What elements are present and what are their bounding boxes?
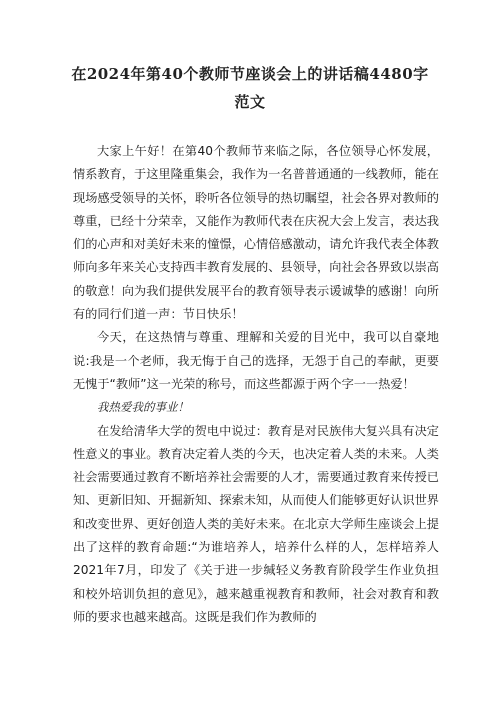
paragraph-pride: 今天，在这热情与尊重、理解和关爱的目光中，我可以自豪地说:我是一个老师，我无悔于自己的选择，无怨于自己的奉献，更要无愧于“教师”这一光荣的称号，而这些都源于两个字一一热爱！ bbox=[73, 330, 439, 391]
document-title-line2: 范文 bbox=[234, 93, 266, 111]
section-heading: 我热爱我的事业！ bbox=[97, 400, 189, 415]
document-title-line1: 在2024年第40个教师节座谈会上的讲话稿4480字 bbox=[71, 65, 429, 83]
paragraph-greeting: 大家上午好！在第40个教师节来临之际，各位领导心怀发展，情系教育，于这里隆重集会，我作为一名普普通通的一线教师，能在现场感受领导的关怀，聆听各位领导的热切瞩望，社会各界对教师的尊重，已经十分荣幸，又能作为教师代表在庆祝大会上发言，表达我们的心声和对美好未来的憧憬，心情倍感激动，请允许我代表全体教师向多年来关心支持西丰教育发展的、县领导，向社会各界致以崇高的敬意！向为我们提供发展平台的教育领导表示谖诚挚的感谢！向所有的同行们道一声：节日快乐！ bbox=[73, 144, 439, 322]
paragraph-education: 在发给清华大学的贺电中说过：教育是对民族伟大复兴具有决定性意义的事业。教育决定着人类的今天，也决定着人类的未来。人类社会需要通过教育不断培养社会需要的人才，需要通过教育来传授已知、更新旧知、开掘新知、探索未知，从而使人们能够更好认识世界和改变世界、更好创造人类的美好未来。在北京大学师生座谈会上提出了这样的教育命题:“为谁培养人，培养什么样的人，怎样培养人2021年7月，印发了《关于进一步缄轻义务教育阶段学生作业负担和校外培训负担的意见》，越来越重视教育和教师，社会对教育和教师的要求也越来越高。这既是我们作为教师的 bbox=[73, 423, 439, 624]
document-body bbox=[73, 140, 439, 629]
